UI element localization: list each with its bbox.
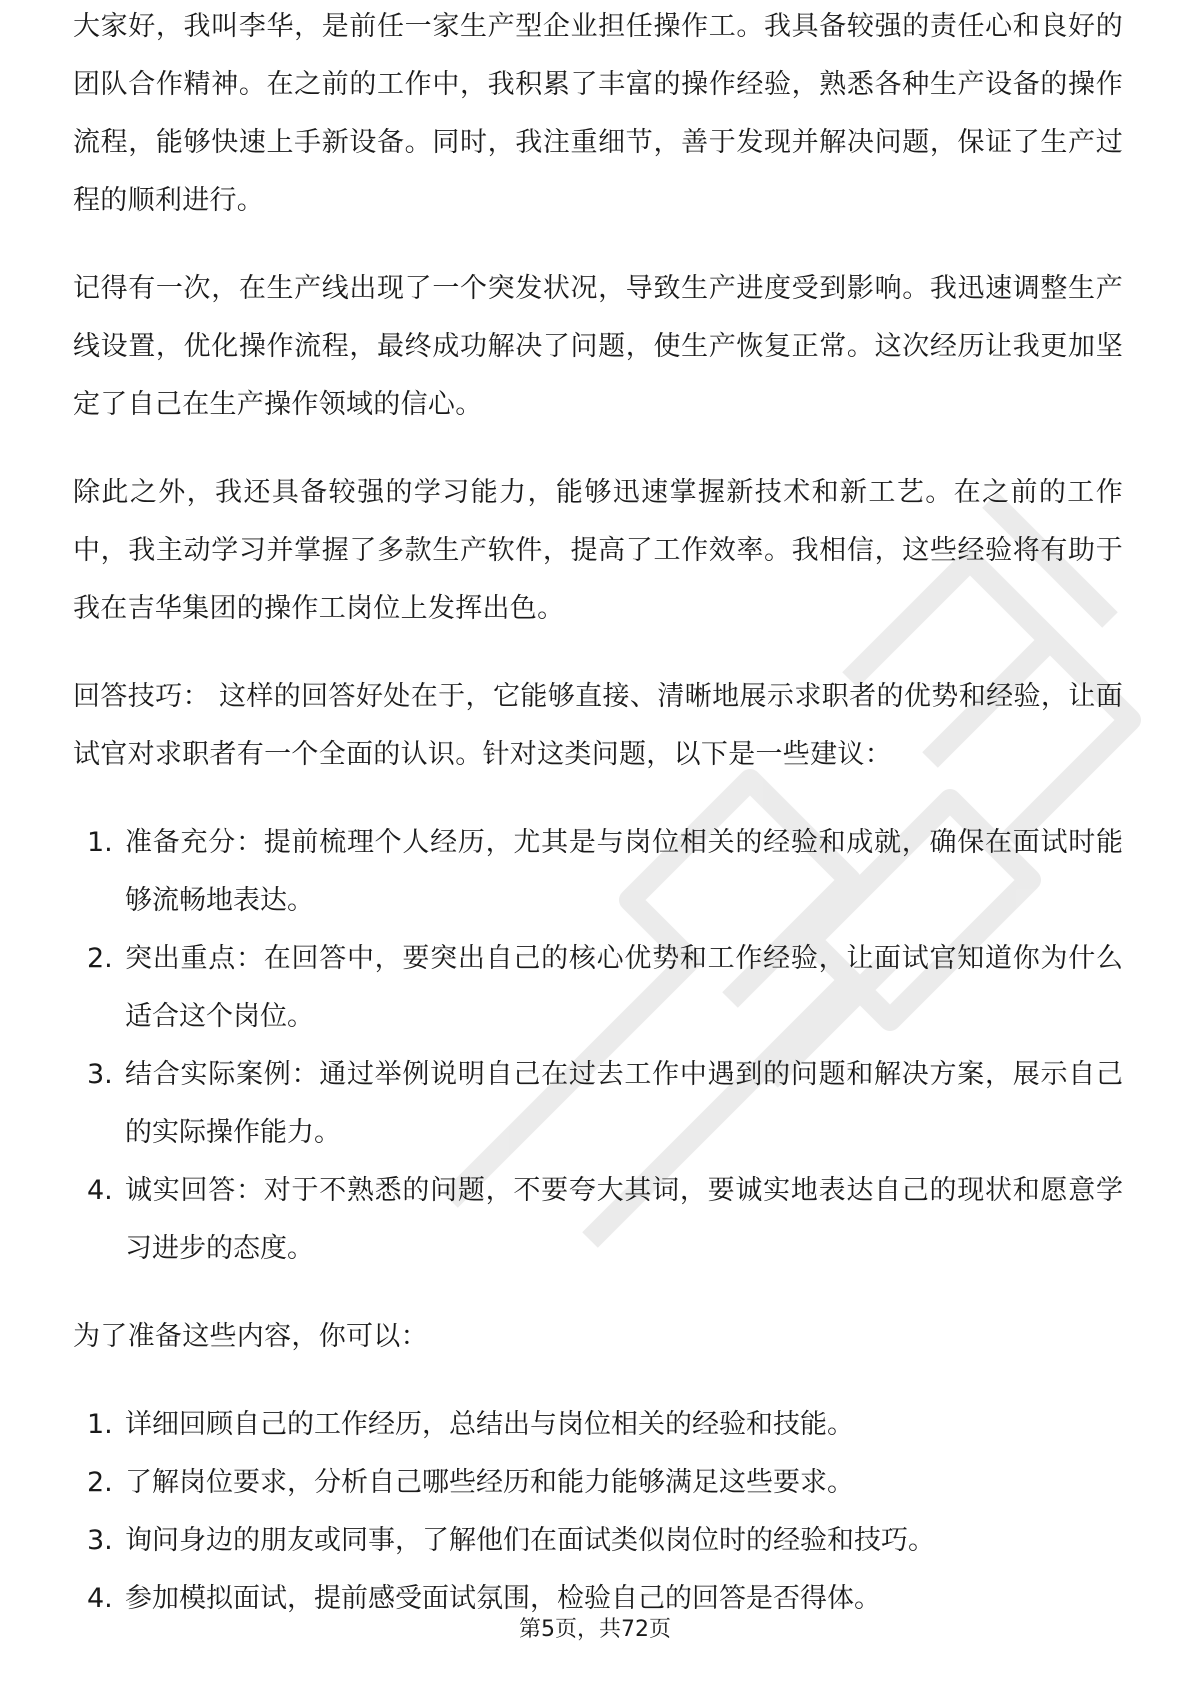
list-item-text: 结合实际案例：通过举例说明自己在过去工作中遇到的问题和解决方案，展示自己的实际操作能力。 bbox=[125, 1059, 1123, 1148]
learning-paragraph: 除此之外，我还具备较强的学习能力，能够迅速掌握新技术和新工艺。在之前的工作中，我主动学习并掌握了多款生产软件，提高了工作效率。我相信，这些经验将有助于我在吉华集团的操作工岗位上发挥出色。 bbox=[73, 477, 1123, 624]
list-item-number: 3. bbox=[87, 1059, 113, 1090]
preparation-paragraph: 为了准备这些内容，你可以： bbox=[73, 1321, 428, 1352]
document-body bbox=[73, 11, 1123, 1628]
tips-list bbox=[73, 814, 1123, 1278]
list-item-text: 了解岗位要求，分析自己哪些经历和能力能够满足这些要求。 bbox=[125, 1467, 854, 1498]
list-item-text: 突出重点：在回答中，要突出自己的核心优势和工作经验，让面试官知道你为什么适合这个岗位。 bbox=[125, 943, 1123, 1032]
list-item-text: 询问身边的朋友或同事，了解他们在面试类似岗位时的经验和技巧。 bbox=[125, 1525, 935, 1556]
list-item-text: 诚实回答：对于不熟悉的问题，不要夸大其词，要诚实地表达自己的现状和愿意学习进步的态度。 bbox=[125, 1175, 1123, 1264]
list-item bbox=[73, 1512, 1123, 1570]
list-item bbox=[73, 1046, 1123, 1162]
answer-tips-paragraph: 回答技巧： 这样的回答好处在于，它能够直接、清晰地展示求职者的优势和经验，让面试官对求职者有一个全面的认识。针对这类问题，以下是一些建议： bbox=[73, 681, 1123, 770]
list-item bbox=[73, 814, 1123, 930]
list-item-number: 1. bbox=[87, 1409, 113, 1440]
list-item-text: 详细回顾自己的工作经历，总结出与岗位相关的经验和技能。 bbox=[125, 1409, 854, 1440]
list-item-number: 1. bbox=[87, 827, 113, 858]
list-item-number: 4. bbox=[87, 1175, 113, 1206]
list-item bbox=[73, 1162, 1123, 1278]
page-number-footer: 第5页，共72页 bbox=[519, 1617, 671, 1642]
intro-paragraph: 大家好，我叫李华，是前任一家生产型企业担任操作工。我具备较强的责任心和良好的团队合作精神。在之前的工作中，我积累了丰富的操作经验，熟悉各种生产设备的操作流程，能够快速上手新设备。同时，我注重细节，善于发现并解决问题，保证了生产过程的顺利进行。 bbox=[73, 11, 1123, 216]
steps-list bbox=[73, 1396, 1123, 1628]
list-item-number: 2. bbox=[87, 1467, 113, 1498]
list-item-number: 3. bbox=[87, 1525, 113, 1556]
story-paragraph: 记得有一次，在生产线出现了一个突发状况，导致生产进度受到影响。我迅速调整生产线设置，优化操作流程，最终成功解决了问题，使生产恢复正常。这次经历让我更加坚定了自己在生产操作领域的信心。 bbox=[73, 273, 1123, 420]
list-item-number: 4. bbox=[87, 1583, 113, 1614]
list-item bbox=[73, 1454, 1123, 1512]
list-item-text: 参加模拟面试，提前感受面试氛围，检验自己的回答是否得体。 bbox=[125, 1583, 881, 1614]
list-item-number: 2. bbox=[87, 943, 113, 974]
list-item bbox=[73, 930, 1123, 1046]
list-item-text: 准备充分：提前梳理个人经历，尤其是与岗位相关的经验和成就，确保在面试时能够流畅地表达。 bbox=[125, 827, 1123, 916]
list-item bbox=[73, 1396, 1123, 1454]
